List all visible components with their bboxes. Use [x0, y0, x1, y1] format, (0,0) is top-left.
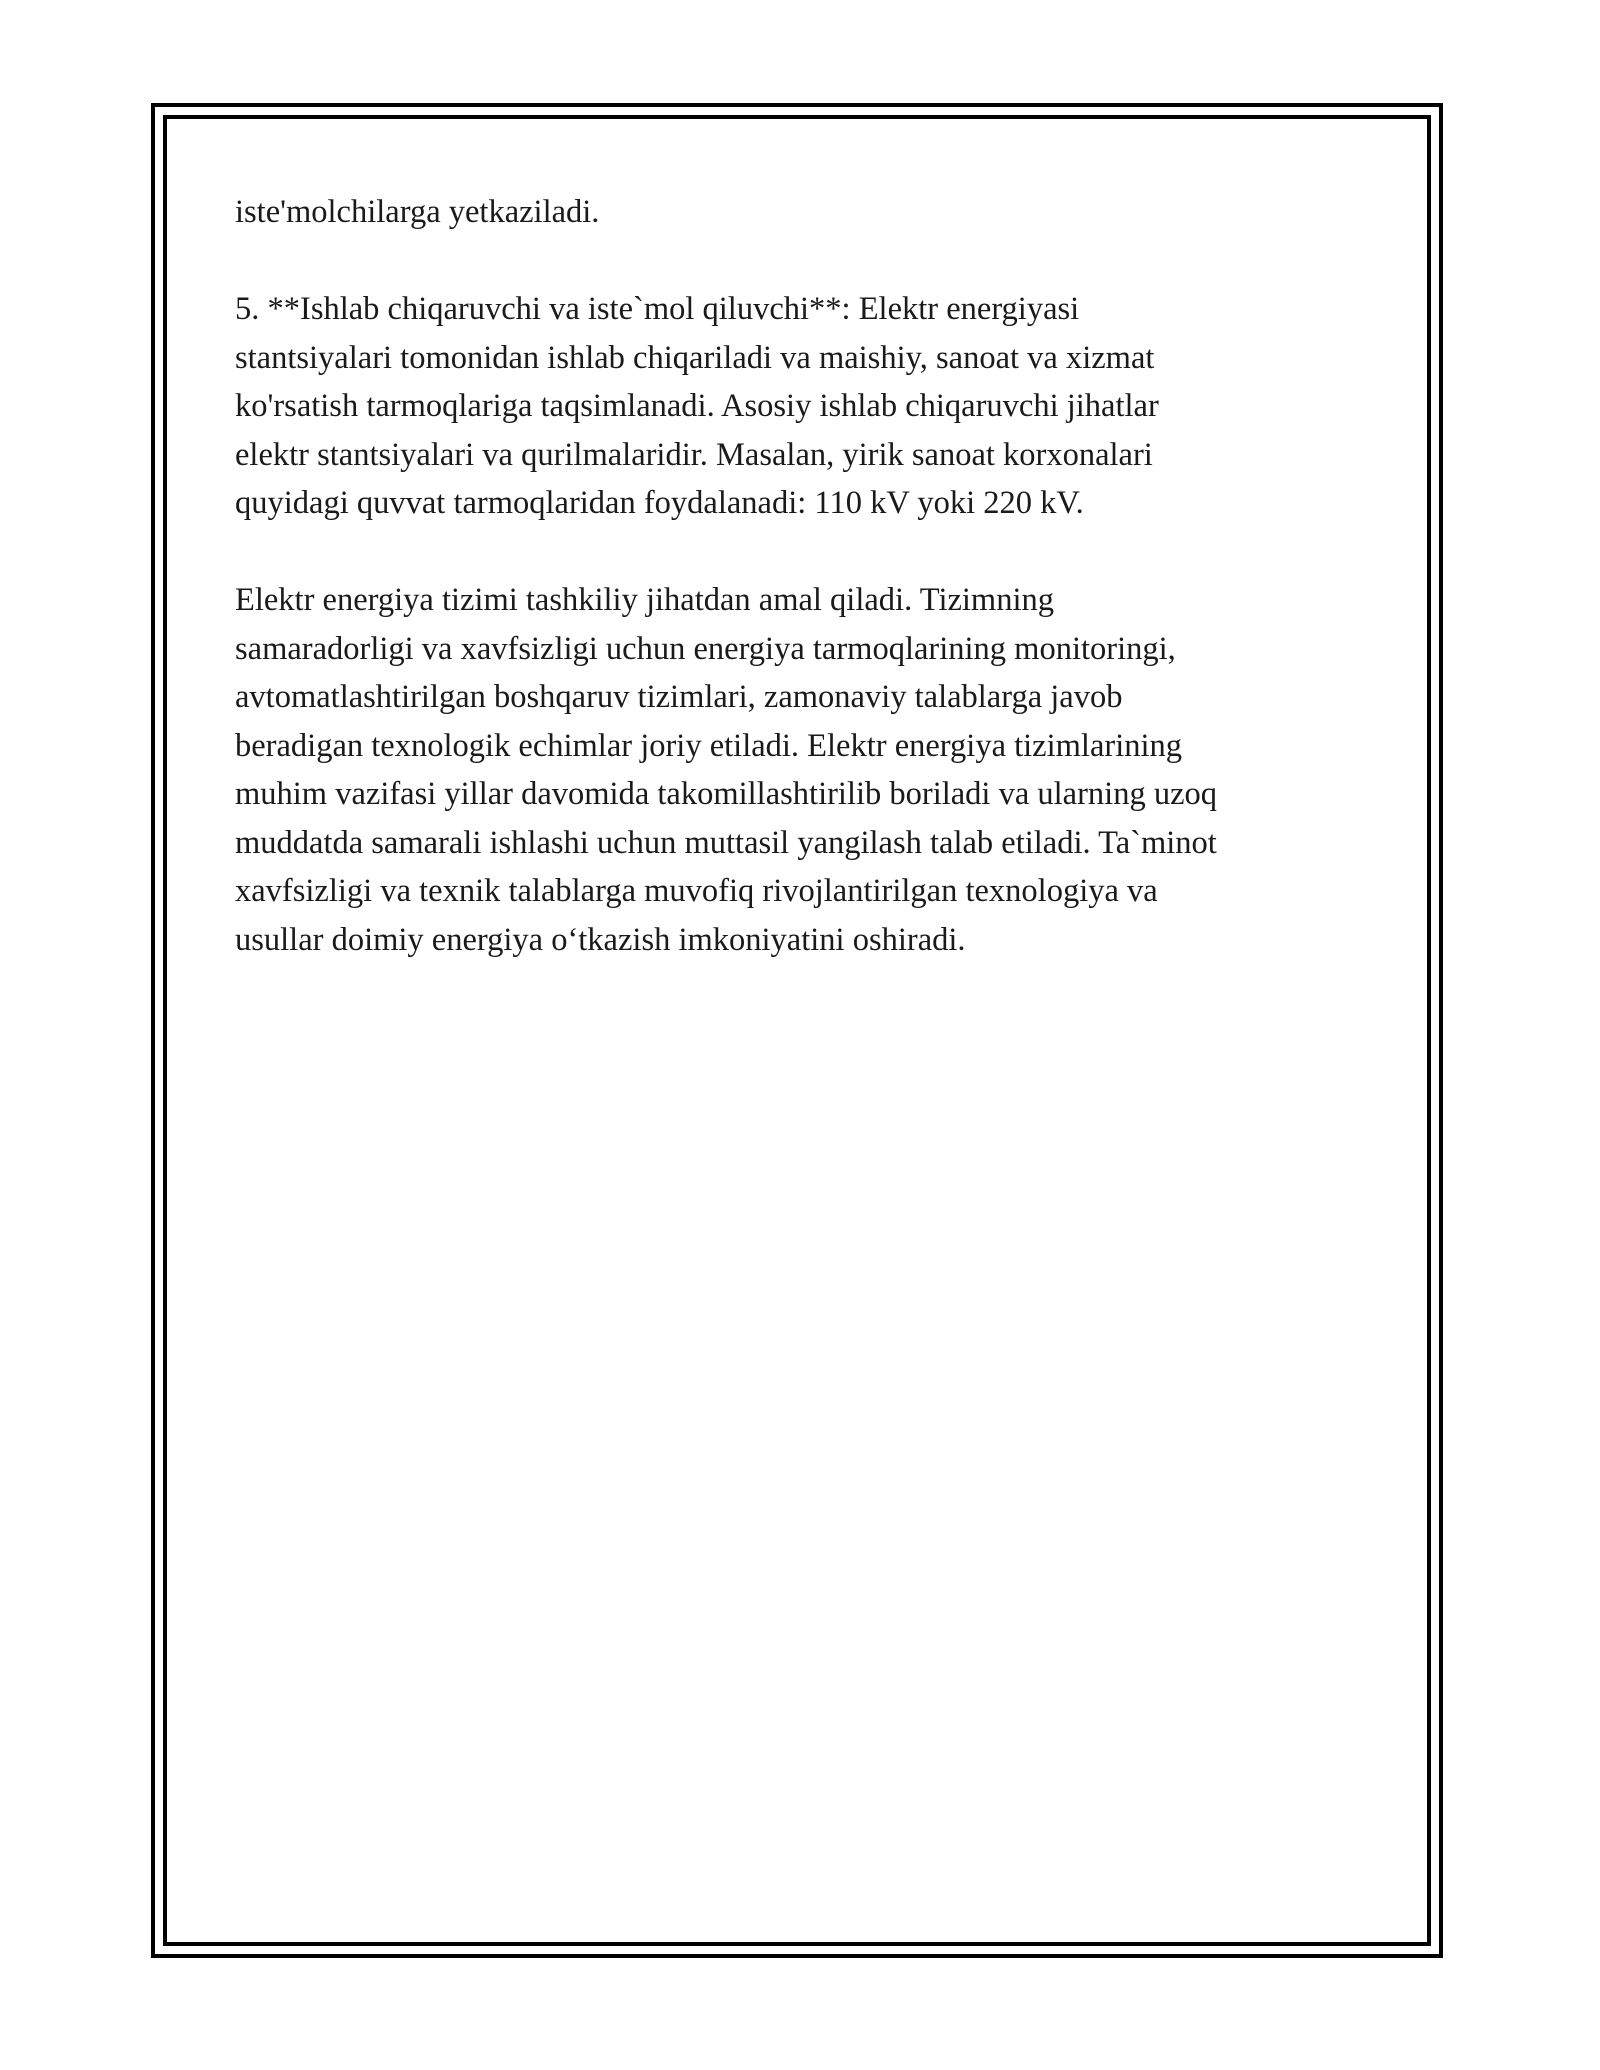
text-line: usullar doimiy energiya o‘tkazish imkoniyatini oshiradi. — [235, 921, 966, 958]
text-line: muhim vazifasi yillar davomida takomillashtirilib boriladi va ularning uzoq — [235, 776, 1217, 812]
text-line: samaradorligi va xavfsizligi uchun energiya tarmoqlarining monitoringi, — [235, 630, 1176, 667]
document-body — [235, 188, 1355, 1013]
text-line: Elektr energiya tizimi tashkiliy jihatdan amal qiladi. Tizimning — [235, 582, 1054, 618]
text-line: xavfsizligi va texnik talablarga muvofiq rivojlantirilgan texnologiya va — [235, 873, 1158, 909]
text-line: ko'rsatish tarmoqlariga taqsimlanadi. Asosiy ishlab chiqaruvchi jihatlar — [235, 388, 1159, 424]
paragraph-system-organization — [235, 576, 1355, 964]
text-line: beradigan texnologik echimlar joriy etiladi. Elektr energiya tizimlarining — [235, 727, 1183, 764]
text-line: stantsiyalari tomonidan ishlab chiqariladi va maishiy, sanoat va xizmat — [235, 339, 1155, 376]
text-line: avtomatlashtirilgan boshqaruv tizimlari, zamonaviy talablarga javob — [235, 679, 1123, 715]
text-line: muddatda samarali ishlashi uchun muttasil yangilash talab etiladi. Ta`minot — [235, 824, 1217, 861]
text-line: iste'molchilarga yetkaziladi. — [235, 194, 600, 230]
text-line: quyidagi quvvat tarmoqlaridan foydalanadi: 110 kV yoki 220 kV. — [235, 485, 1084, 521]
text-line: 5. **Ishlab chiqaruvchi va iste`mol qiluvchi**: Elektr energiyasi — [235, 291, 1080, 327]
paragraph-producer-consumer — [235, 285, 1355, 528]
text-line: elektr stantsiyalari va qurilmalaridir. Masalan, yirik sanoat korxonalari — [235, 436, 1153, 473]
paragraph-continuation — [235, 188, 1355, 237]
